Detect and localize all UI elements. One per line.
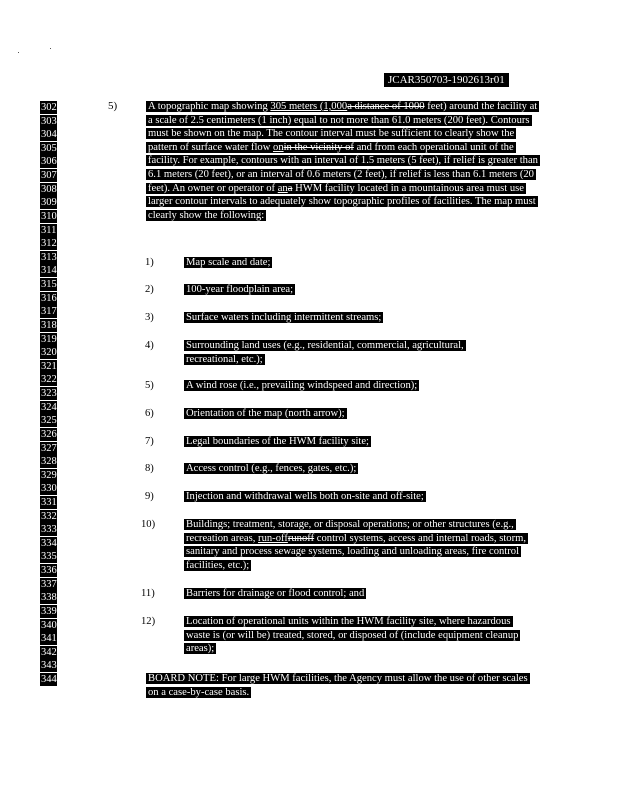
line-number: 315 <box>41 279 57 291</box>
list-item-text: Access control (e.g., fences, gates, etc.); <box>186 463 357 474</box>
list-item-number: 9) <box>145 491 154 502</box>
scan-speck <box>50 48 51 49</box>
line-number: 338 <box>41 592 57 604</box>
line-number: 305 <box>41 142 57 154</box>
paragraph-text: HWM facility located in a mountainous area must use larger contour intervals to adequately show topographic profiles of facilities. The map must clearly show the following: <box>148 182 536 221</box>
line-number: 320 <box>41 347 57 359</box>
list-item-text: Orientation of the map (north arrow); <box>186 408 345 419</box>
line-number: 318 <box>41 319 57 331</box>
deleted-text: runoff <box>287 532 315 544</box>
scan-speck <box>18 52 19 53</box>
list-item-number: 8) <box>145 463 154 474</box>
list-item-number: 5) <box>145 380 154 391</box>
line-number: 310 <box>41 210 57 222</box>
list-item-number: 3) <box>145 312 154 323</box>
line-number: 302 <box>41 102 57 113</box>
list-item-text: Injection and withdrawal wells both on-site and off-site; <box>186 491 424 502</box>
list-item-number: 2) <box>145 284 154 295</box>
list-item-text: Barriers for drainage or flood control; and <box>186 588 365 599</box>
list-item-number: 7) <box>145 436 154 447</box>
line-number: 307 <box>41 170 57 182</box>
line-number: 333 <box>41 524 57 536</box>
line-number: 323 <box>41 388 57 400</box>
line-number: 337 <box>41 578 57 590</box>
list-item-text: Surrounding land uses (e.g., residential, commercial, agricultural, recreational, etc.); <box>186 340 464 365</box>
line-number: 342 <box>41 646 57 658</box>
list-item-text: A wind rose (i.e., prevailing windspeed and direction); <box>186 380 418 391</box>
paragraph-body <box>146 100 544 222</box>
line-number: 330 <box>41 483 57 495</box>
document-id: JCAR350703-1902613r01 <box>384 73 509 87</box>
list-item-text: 100-year floodplain area; <box>186 284 294 295</box>
list-item-text-part: Buildings; treatment, storage, or disposal operations; or other structures (e.g., recreation areas, <box>186 519 514 544</box>
deleted-text: a <box>287 182 293 194</box>
list-item-number: 11) <box>141 588 155 599</box>
line-number: 334 <box>41 537 57 549</box>
line-number: 329 <box>41 469 57 481</box>
line-number: 322 <box>41 374 57 386</box>
list-item-text: Map scale and date; <box>186 257 271 268</box>
line-number: 312 <box>41 238 57 250</box>
deleted-text: in the vicinity of <box>283 141 354 153</box>
list-item-number: 10) <box>141 519 156 530</box>
paragraph-text: A topographic map showing <box>148 101 271 112</box>
line-number: 324 <box>41 401 57 413</box>
inserted-text: an <box>277 182 288 194</box>
deleted-text: a distance of 1000 <box>347 101 425 112</box>
inserted-text: 305 meters (1,000 <box>270 101 348 112</box>
line-number: 340 <box>41 619 57 631</box>
line-number: 314 <box>41 265 57 277</box>
list-item-number: 1) <box>145 257 154 268</box>
line-number: 344 <box>41 674 57 686</box>
line-number: 308 <box>41 183 57 195</box>
line-number: 343 <box>41 660 57 672</box>
line-number: 303 <box>41 115 57 127</box>
inserted-text: on <box>273 141 284 153</box>
inserted-text: run-off <box>258 532 288 544</box>
line-number: 331 <box>41 496 57 508</box>
list-item-number: 12) <box>141 616 156 627</box>
line-number: 336 <box>41 565 57 577</box>
line-number: 304 <box>41 129 57 141</box>
line-number: 306 <box>41 156 57 168</box>
line-number: 339 <box>41 605 57 617</box>
line-number: 311 <box>41 224 57 236</box>
list-item-text <box>184 518 542 572</box>
line-number: 309 <box>41 197 57 209</box>
line-number: 316 <box>41 292 57 304</box>
line-number: 325 <box>41 415 57 427</box>
line-number: 327 <box>41 442 57 454</box>
list-item-number: 4) <box>145 340 154 351</box>
line-number: 341 <box>41 633 57 645</box>
line-number: 326 <box>41 428 57 440</box>
line-number: 321 <box>41 360 57 372</box>
paragraph-text: feet) around the facility at a scale of 2.5 centimeters (1 inch) equal to not more than 61.0 meters (200 feet). Contours must be shown on the map. The contour interval must be sufficient to clearly show the pattern of surface water flow <box>148 101 538 153</box>
line-number: 317 <box>41 306 57 318</box>
paragraph-text: and from each operational unit of the facility. For example, contours with an interval of 1.5 meters (5 feet), if relief is greater than 6.1 meters (20 feet), or an interval of 0.6 meters (2 feet), if relief is less than 6.1 meters (20 feet). An owner or operator of <box>148 141 538 194</box>
list-item-text: Legal boundaries of the HWM facility site; <box>186 436 369 447</box>
line-number: 335 <box>41 551 57 563</box>
board-note: BOARD NOTE: For large HWM facilities, the Agency must allow the use of other scales on a case-by-case basis. <box>148 673 528 698</box>
line-number: 319 <box>41 333 57 345</box>
line-number: 328 <box>41 456 57 468</box>
list-item-text-part: control systems, access and internal roads, storm, sanitary and process sewage systems, loading and unloading areas, fire control facilities, etc.); <box>186 532 526 571</box>
list-item-number: 6) <box>145 408 154 419</box>
list-item-text: Location of operational units within the HWM facility site, where hazardous waste is (or will be) treated, stored, or disposed of (include equipment cleanup areas); <box>186 616 519 655</box>
paragraph-marker: 5) <box>108 100 118 112</box>
line-number: 332 <box>41 510 57 522</box>
line-number: 313 <box>41 251 57 263</box>
list-item-text: Surface waters including intermittent streams; <box>186 312 382 323</box>
